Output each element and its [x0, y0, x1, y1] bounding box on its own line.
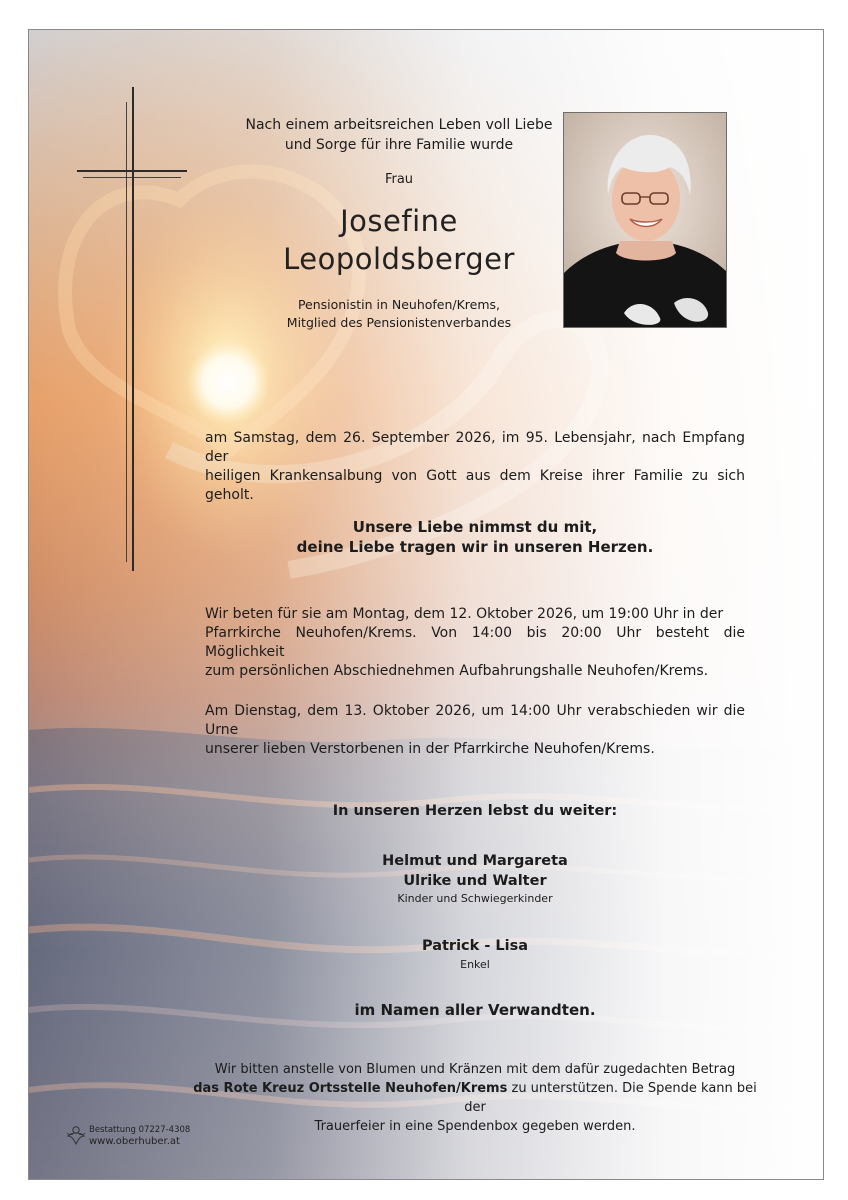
salutation: Frau: [384, 172, 414, 187]
quote-line: Unsere Liebe nimmst du mit,: [352, 518, 598, 536]
role-line: Mitglied des Pensionistenverbandes: [286, 315, 512, 330]
intro-line: und Sorge für ihre Familie wurde: [284, 137, 514, 153]
portrait-image: [564, 113, 727, 328]
prayer-info: [205, 605, 745, 681]
intro-line: Nach einem arbeitsreichen Leben voll Liebe: [245, 117, 553, 133]
portrait-photo: [563, 112, 727, 328]
prayer-line: Wir beten für sie am Montag, dem 12. Oktober 2026, um 19:00 Uhr in der: [205, 606, 724, 622]
family-relation: Kinder und Schwiegerkinder: [397, 892, 553, 905]
donation-organization: das Rote Kreuz Ortsstelle Neuhofen/Krems: [193, 1081, 508, 1096]
closing-line: im Namen aller Verwandten.: [354, 1001, 596, 1019]
donation-line: Wir bitten anstelle von Blumen und Kränzen mit dem dafür zugedachten Betrag: [214, 1062, 736, 1077]
logo-phone: Bestattung 07227-4308: [89, 1125, 191, 1135]
family-names: Helmut und Margareta: [382, 853, 568, 869]
funeral-home-logo: [65, 1124, 225, 1154]
intro-text: [179, 115, 619, 155]
donation-line: [185, 1079, 765, 1117]
role-text: [179, 296, 619, 332]
farewell-line: Am Dienstag, dem 13. Oktober 2026, um 14:00 Uhr verabschieden wir die Urne: [205, 703, 745, 738]
hearts-heading: In unseren Herzen lebst du weiter:: [332, 803, 618, 819]
donation-line: Trauerfeier in eine Spendenbox gegeben werden.: [314, 1119, 636, 1134]
memorial-quote: [225, 517, 725, 557]
donation-request: [185, 1060, 765, 1136]
first-name: Josefine: [340, 204, 458, 238]
death-line: heiligen Krankensalbung von Gott aus dem Kreise ihrer Familie zu sich geholt.: [205, 468, 745, 503]
death-line: am Samstag, dem 26. September 2026, im 95. Lebensjahr, nach Empfang der: [205, 430, 745, 465]
cross-vertical-bar: [132, 87, 134, 571]
family-group-grandchildren: Patrick - Lisa: [421, 938, 529, 954]
obituary-card: [28, 29, 824, 1180]
cross-horizontal-line: [83, 177, 181, 178]
donation-line-rest: zu unterstützen. Die Spende kann bei der: [464, 1081, 757, 1115]
cross-horizontal-bar: [77, 170, 187, 172]
logo-website: www.oberhuber.at: [89, 1136, 180, 1147]
farewell-info: [205, 702, 745, 759]
family-relation: Enkel: [460, 958, 490, 971]
farewell-line: unserer lieben Verstorbenen in der Pfarrkirche Neuhofen/Krems.: [205, 741, 655, 757]
family-names: Ulrike und Walter: [403, 873, 547, 889]
last-name: Leopoldsberger: [283, 242, 515, 276]
deceased-name: [179, 202, 619, 278]
role-line: Pensionistin in Neuhofen/Krems,: [297, 297, 501, 312]
angel-icon: [65, 1124, 87, 1148]
quote-line: deine Liebe tragen wir in unseren Herzen.: [296, 538, 654, 556]
family-group-children: [305, 851, 645, 891]
prayer-line: zum persönlichen Abschiednehmen Aufbahrungshalle Neuhofen/Krems.: [205, 663, 709, 679]
death-announcement: [205, 429, 745, 505]
prayer-line: Pfarrkirche Neuhofen/Krems. Von 14:00 bis 20:00 Uhr besteht die Möglichkeit: [205, 625, 745, 660]
